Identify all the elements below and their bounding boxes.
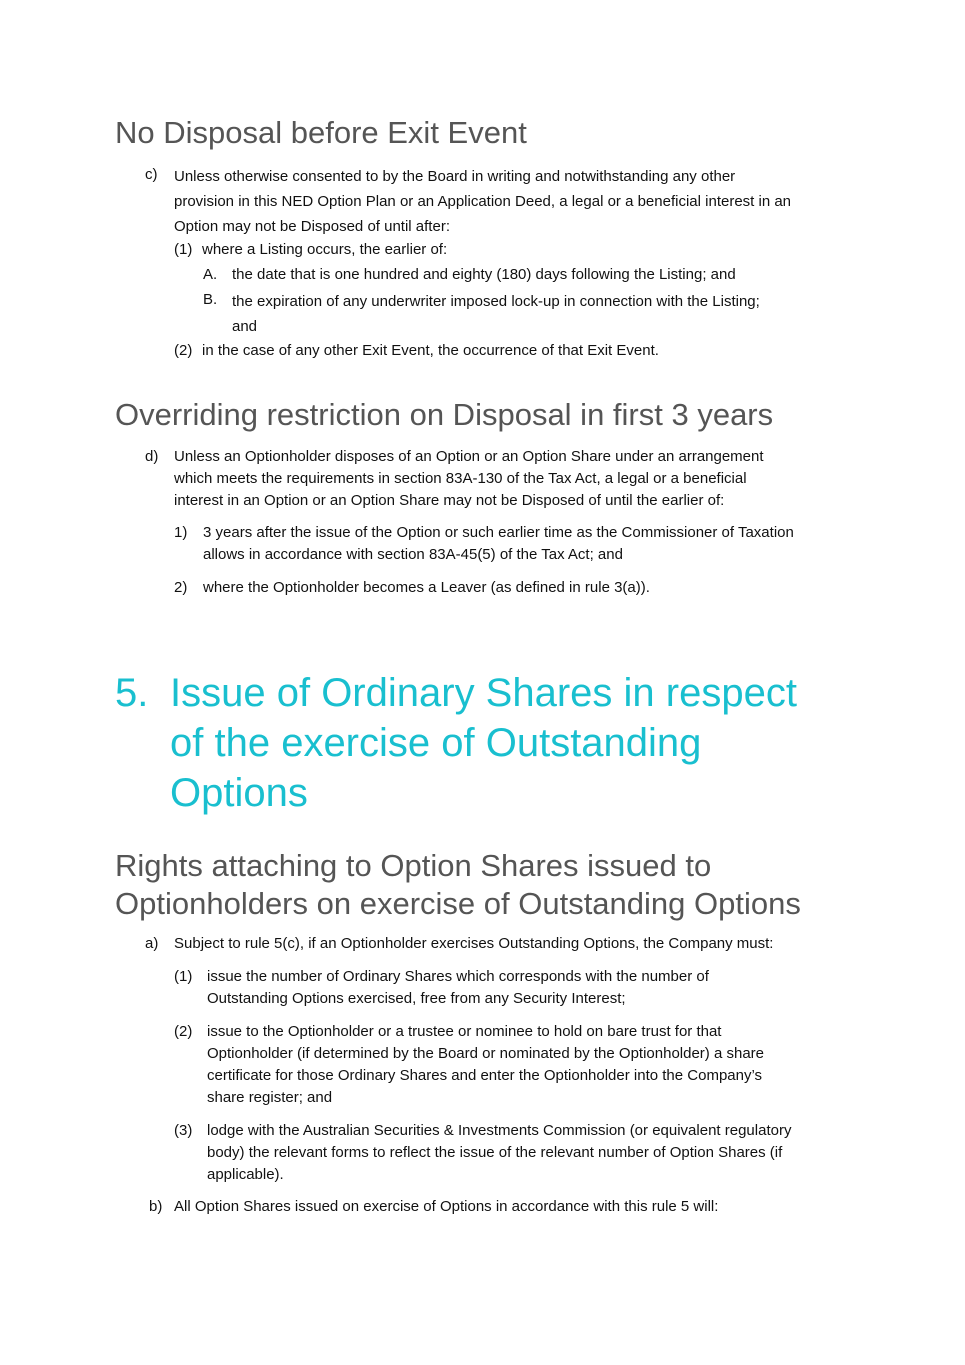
clause-marker: d) bbox=[145, 448, 159, 465]
subclause-marker: (2) bbox=[174, 342, 193, 359]
clause-text bbox=[174, 164, 791, 239]
section-5-heading bbox=[115, 668, 895, 818]
subclause-text: the date that is one hundred and eighty (180) days following the Listing; and bbox=[232, 266, 736, 283]
subclause-marker: 1) bbox=[174, 524, 188, 541]
text-line: issue to the Optionholder or a trustee or nominee to hold on bare trust for that bbox=[207, 1023, 722, 1040]
subclause-marker: (1) bbox=[174, 968, 193, 985]
section-number: 5. bbox=[115, 671, 149, 715]
text-line: body) the relevant forms to reflect the issue of the relevant number of Option Shares (if bbox=[207, 1144, 783, 1161]
subclause-marker: A. bbox=[203, 266, 218, 283]
text-line: Outstanding Options exercised, free from any Security Interest; bbox=[207, 990, 626, 1007]
clause-marker: b) bbox=[149, 1198, 163, 1215]
subclause-text: in the case of any other Exit Event, the occurrence of that Exit Event. bbox=[202, 342, 659, 359]
text-line: and bbox=[232, 318, 258, 335]
subclause-text: where the Optionholder becomes a Leaver (as defined in rule 3(a)). bbox=[203, 579, 650, 596]
subclause-marker: 2) bbox=[174, 579, 188, 596]
heading-rights-attaching bbox=[115, 847, 801, 923]
clause-marker: c) bbox=[145, 166, 158, 183]
subclause-marker: (2) bbox=[174, 1023, 193, 1040]
heading-line: Rights attaching to Option Shares issued to bbox=[115, 848, 712, 883]
text-line: Unless otherwise consented to by the Board in writing and notwithstanding any other bbox=[174, 168, 736, 185]
text-line: allows in accordance with section 83A-45(5) of the Tax Act; and bbox=[203, 546, 623, 563]
text-line: provision in this NED Option Plan or an Application Deed, a legal or a beneficial interest in an bbox=[174, 193, 792, 210]
text-line: interest in an Option or an Option Share may not be Disposed of until the earlier of: bbox=[174, 492, 725, 509]
text-line: Optionholder (if determined by the Board or nominated by the Optionholder) a share bbox=[207, 1045, 764, 1062]
text-line: applicable). bbox=[207, 1166, 284, 1183]
text-line: certificate for those Ordinary Shares and enter the Optionholder into the Company’s bbox=[207, 1067, 763, 1084]
text-line: Unless an Optionholder disposes of an Option or an Option Share under an arrangement bbox=[174, 448, 764, 465]
text-line: share register; and bbox=[207, 1089, 333, 1106]
heading-no-disposal: No Disposal before Exit Event bbox=[115, 115, 527, 150]
heading-line: Optionholders on exercise of Outstanding Options bbox=[115, 886, 801, 921]
clause-marker: a) bbox=[145, 935, 159, 952]
text-line: lodge with the Australian Securities & Investments Commission (or equivalent regulatory bbox=[207, 1122, 792, 1139]
text-line: Option may not be Disposed of until after: bbox=[174, 218, 450, 235]
clause-text: All Option Shares issued on exercise of Options in accordance with this rule 5 will: bbox=[174, 1198, 719, 1215]
subclause-marker: (1) bbox=[174, 241, 193, 258]
heading-line: Issue of Ordinary Shares in respect bbox=[170, 671, 797, 715]
subclause-text: where a Listing occurs, the earlier of: bbox=[202, 241, 448, 258]
text-line: 3 years after the issue of the Option or such earlier time as the Commissioner of Taxation bbox=[203, 524, 794, 541]
subclause-marker: B. bbox=[203, 291, 218, 308]
subclause-marker: (3) bbox=[174, 1122, 193, 1139]
text-line: which meets the requirements in section 83A-130 of the Tax Act, a legal or a beneficial bbox=[174, 470, 747, 487]
clause-c bbox=[145, 164, 865, 235]
text-line: issue the number of Ordinary Shares which corresponds with the number of bbox=[207, 968, 709, 985]
heading-line: Options bbox=[170, 771, 308, 815]
text-line: the expiration of any underwriter imposed lock-up in connection with the Listing; bbox=[232, 293, 760, 310]
heading-overriding-restriction: Overriding restriction on Disposal in first 3 years bbox=[115, 397, 774, 432]
heading-line: of the exercise of Outstanding bbox=[170, 721, 702, 765]
clause-text: Subject to rule 5(c), if an Optionholder exercises Outstanding Options, the Company must: bbox=[174, 935, 774, 952]
